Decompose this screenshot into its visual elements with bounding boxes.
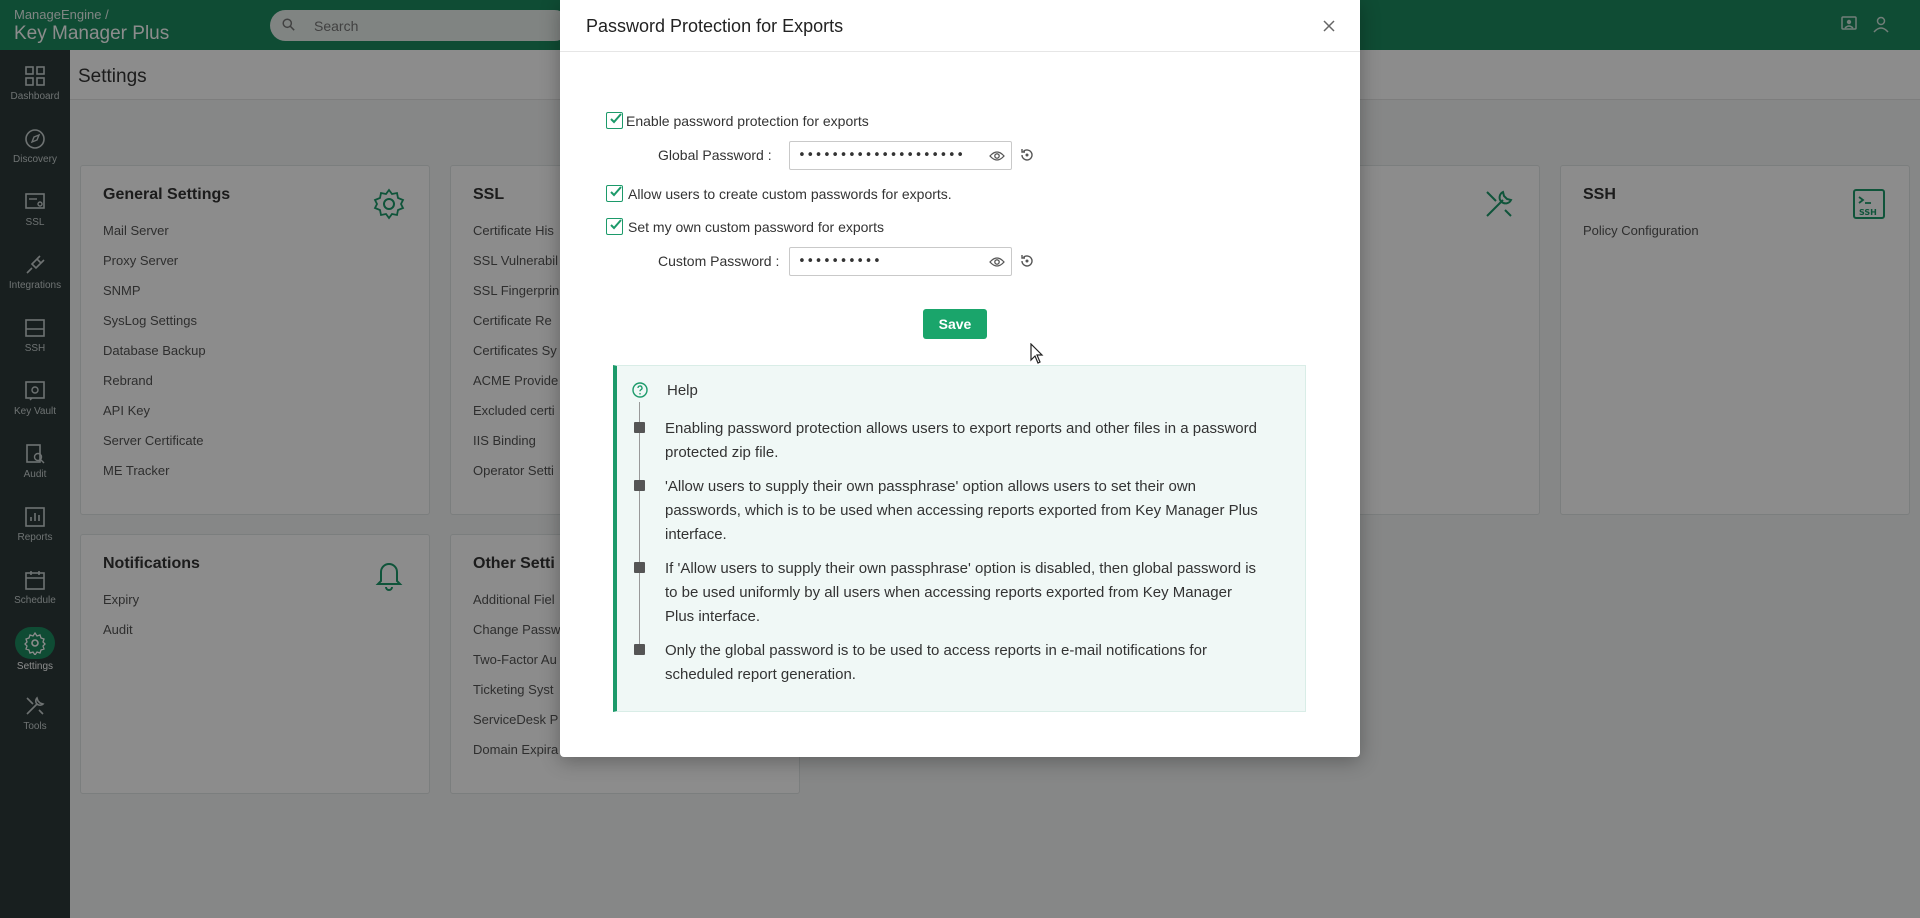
card-link[interactable]: SNMP [103,283,141,298]
help-item: 'Allow users to supply their own passphrase' option allows users to set their own passwords, which is to be used when accessing reports exported from Key Manager Plus interface. [665,478,1258,543]
nav-label: Integrations [8,280,62,291]
global-password-field[interactable] [789,141,1012,170]
card-link[interactable]: IIS Binding [473,433,536,448]
card-title: SSH [1583,186,1616,203]
enable-protection-checkbox[interactable] [606,112,623,129]
card-link[interactable]: Server Certificate [103,433,204,448]
card-link[interactable]: Change Passw [473,622,561,637]
help-bullet [634,480,645,491]
nav-label: SSL [25,217,45,228]
svg-text:SSH: SSH [1859,208,1877,217]
help-item: If 'Allow users to supply their own passphrase' option is disabled, then global password is to be used uniformly by all users when accessing reports exported from Key Manager Plus interface. [665,560,1257,625]
card-link[interactable]: Certificate Re [473,313,552,328]
card-link[interactable]: Expiry [103,592,140,607]
card-link[interactable]: Excluded certi [473,403,555,418]
card-link[interactable]: SysLog Settings [103,313,197,328]
card-link[interactable]: Database Backup [103,343,206,358]
mouse-cursor-icon [1030,343,1044,365]
allow-custom-passwords-checkbox[interactable] [606,185,623,202]
card-link[interactable]: Domain Expira [473,742,559,757]
card-link[interactable]: Rebrand [103,373,153,388]
brand-small: ManageEngine / [14,7,109,22]
help-bullet [634,644,645,655]
nav-label: Discovery [13,154,57,165]
regenerate-password-icon[interactable] [1019,253,1035,269]
card-link[interactable]: Ticketing Syst [473,682,554,697]
nav-label: Key Vault [13,406,57,417]
eye-icon[interactable] [989,149,1005,163]
close-icon[interactable] [1322,19,1336,33]
brand-name: Key Manager Plus [14,23,170,44]
enable-protection-label[interactable]: Enable password protection for exports [626,113,869,129]
card-link[interactable]: ACME Provide [473,373,559,388]
save-button[interactable]: Save [923,309,987,339]
card-link[interactable]: ServiceDesk P [473,712,559,727]
help-panel [613,365,1306,712]
card-link[interactable]: Certificates Sy [473,343,557,358]
card-link[interactable]: API Key [103,403,150,418]
card-link[interactable]: Proxy Server [103,253,179,268]
nav-label: Dashboard [10,91,60,102]
card-link[interactable]: Audit [103,622,133,637]
card-link[interactable]: SSL Fingerprin [473,283,560,298]
help-item: Only the global password is to be used to access reports in e-mail notifications for scheduled report generation. [665,642,1207,683]
own-custom-password-checkbox[interactable] [606,218,623,235]
nav-label: SSH [24,343,46,354]
help-item: Enabling password protection allows users to export reports and other files in a password protected zip file. [665,420,1257,461]
password-protection-dialog [560,0,1360,757]
help-icon [632,382,648,398]
regenerate-password-icon[interactable] [1019,147,1035,163]
nav-label: Tools [23,721,47,732]
help-bullet [634,422,645,433]
card-link[interactable]: Operator Setti [473,463,554,478]
card-title: Other Setti [473,555,555,572]
card-title: SSL [473,186,505,203]
card-link[interactable]: SSL Vulnerabil [473,253,559,268]
card-link[interactable]: Two-Factor Au [473,652,557,667]
global-password-label: Global Password : [658,147,772,163]
nav-label: Schedule [14,595,56,606]
page-title: Settings [78,66,147,87]
search-placeholder: Search [314,18,359,34]
eye-icon[interactable] [989,255,1005,269]
dialog-title: Password Protection for Exports [586,16,844,36]
card-link[interactable]: Additional Fiel [473,592,555,607]
card-link[interactable]: Policy Configuration [1583,223,1699,238]
dialog-header [560,0,1360,52]
checkmark-icon [608,111,624,127]
checkmark-icon [608,217,624,233]
card-link[interactable]: ME Tracker [103,463,170,478]
allow-custom-passwords-label[interactable]: Allow users to create custom passwords for exports. [628,186,952,202]
nav-label: Audit [23,469,47,480]
card-link[interactable]: Certificate His [473,223,554,238]
help-bullet [634,562,645,573]
checkmark-icon [608,184,624,200]
custom-password-label: Custom Password : [658,253,780,269]
custom-password-value: •••••••••• [798,254,882,269]
global-password-value: •••••••••••••••••••• [798,148,965,163]
nav-label: Settings [16,661,54,672]
help-title: Help [667,382,698,399]
card-link[interactable]: Mail Server [103,223,169,238]
nav-label: Reports [17,532,53,543]
help-timeline [639,402,640,648]
custom-password-field[interactable] [789,247,1012,276]
own-custom-password-label[interactable]: Set my own custom password for exports [628,219,884,235]
card-title: Notifications [103,555,200,572]
card-title: General Settings [103,186,231,203]
